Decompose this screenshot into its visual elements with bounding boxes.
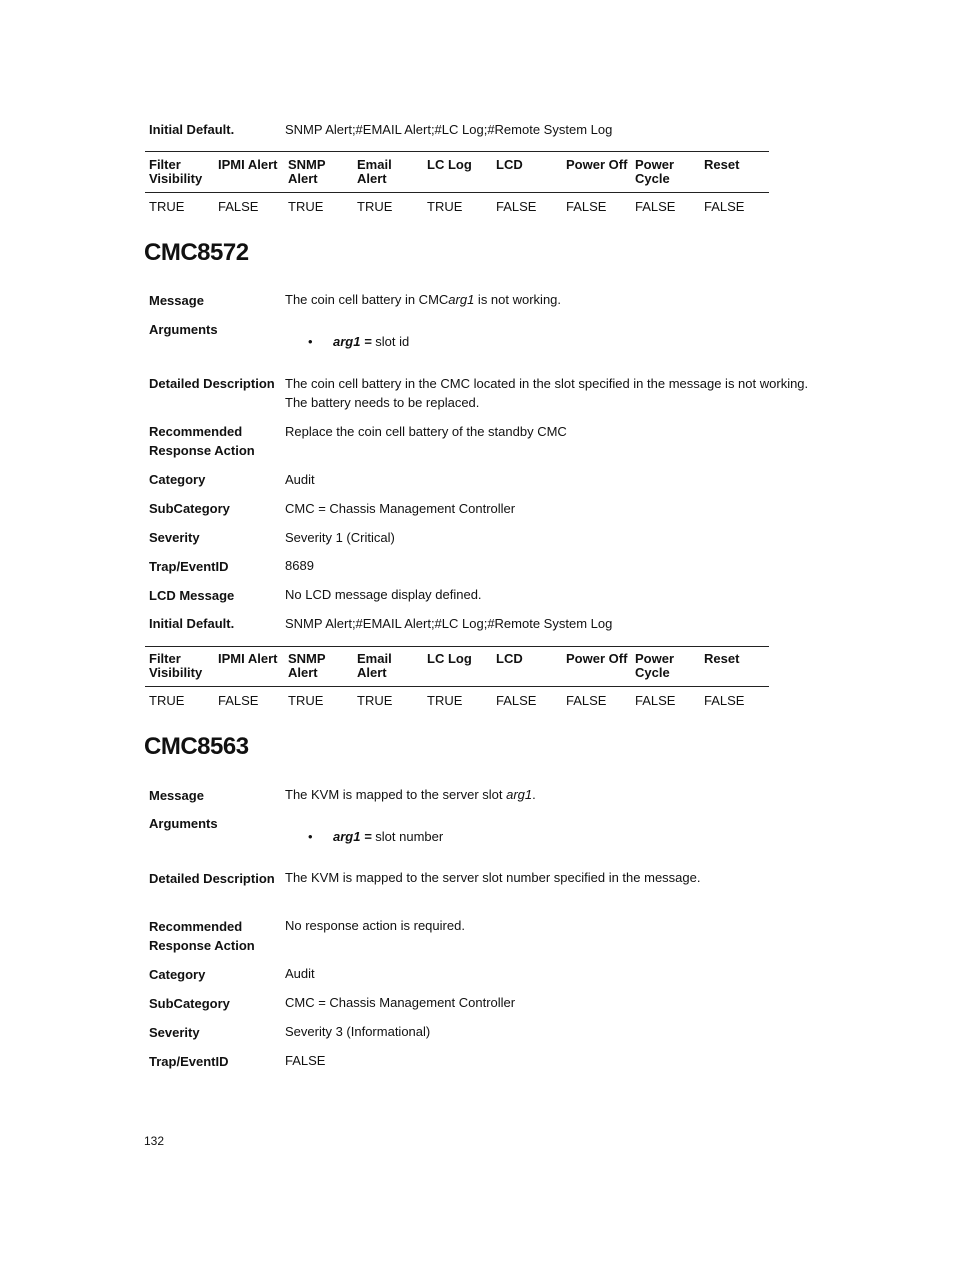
label-arguments: Arguments <box>149 816 218 831</box>
header-email-alert: Email Alert <box>357 651 392 680</box>
cell-power-off: FALSE <box>566 693 607 708</box>
label-category: Category <box>149 967 206 982</box>
severity-value: Severity 3 (Informational) <box>285 1024 431 1039</box>
section-title-cmc8572: CMC8572 <box>144 239 249 266</box>
message-arg: arg1 <box>448 292 475 307</box>
cell-lc-log: TRUE <box>427 199 463 214</box>
table-top-rule <box>145 151 769 152</box>
header-power-off: Power Off <box>566 651 628 666</box>
lcd-message-value: No LCD message display defined. <box>285 587 482 602</box>
cell-filter-visibility: TRUE <box>149 199 185 214</box>
label-recommended-action: Recommended Response Action <box>149 919 255 953</box>
label-message: Message <box>149 788 204 803</box>
trap-eventid-value: FALSE <box>285 1053 326 1068</box>
bullet-icon: • <box>308 829 313 844</box>
label-initial-default: Initial Default. <box>149 616 235 631</box>
cell-email-alert: TRUE <box>357 199 393 214</box>
header-ipmi-alert: IPMI Alert <box>218 651 278 666</box>
header-power-cycle: Power Cycle <box>635 651 675 680</box>
label-lcd-message: LCD Message <box>149 588 235 603</box>
initial-default-label: Initial Default. <box>149 122 235 137</box>
section-title-cmc8563: CMC8563 <box>144 733 249 760</box>
cell-lcd: FALSE <box>496 693 537 708</box>
initial-default-value: SNMP Alert;#EMAIL Alert;#LC Log;#Remote System Log <box>285 616 613 631</box>
label-trap-eventid: Trap/EventID <box>149 1054 229 1069</box>
header-snmp-alert: SNMP Alert <box>288 651 326 680</box>
table-top-rule <box>145 646 769 647</box>
subcategory-value: CMC = Chassis Management Controller <box>285 995 516 1010</box>
page-number: 132 <box>144 1134 165 1148</box>
detailed-description: The KVM is mapped to the server slot number specified in the message. <box>285 870 701 885</box>
cell-snmp-alert: TRUE <box>288 199 324 214</box>
cell-email-alert: TRUE <box>357 693 393 708</box>
header-email-alert: Email Alert <box>357 157 392 186</box>
severity-value: Severity 1 (Critical) <box>285 530 395 545</box>
header-lcd: LCD <box>496 651 523 666</box>
cell-power-cycle: FALSE <box>635 693 676 708</box>
label-detailed-description: Detailed Description <box>149 871 275 886</box>
cell-power-off: FALSE <box>566 199 607 214</box>
header-filter-visibility: Filter Visibility <box>149 157 203 186</box>
category-value: Audit <box>285 472 315 487</box>
header-lc-log: LC Log <box>427 157 472 172</box>
header-lc-log: LC Log <box>427 651 472 666</box>
cell-ipmi-alert: FALSE <box>218 693 259 708</box>
bullet-icon: • <box>308 334 313 349</box>
label-subcategory: SubCategory <box>149 996 230 1011</box>
trap-eventid-value: 8689 <box>285 558 314 573</box>
cell-lcd: FALSE <box>496 199 537 214</box>
message-arg: arg1 <box>506 787 533 802</box>
message-text: The coin cell battery in CMCarg1 is not working. <box>285 292 562 307</box>
header-power-cycle: Power Cycle <box>635 157 675 186</box>
argument-item: arg1 = slot id <box>333 334 410 349</box>
cell-snmp-alert: TRUE <box>288 693 324 708</box>
initial-default-value: SNMP Alert;#EMAIL Alert;#LC Log;#Remote System Log <box>285 122 613 137</box>
subcategory-value: CMC = Chassis Management Controller <box>285 501 516 516</box>
header-ipmi-alert: IPMI Alert <box>218 157 278 172</box>
cell-ipmi-alert: FALSE <box>218 199 259 214</box>
cell-power-cycle: FALSE <box>635 199 676 214</box>
label-severity: Severity <box>149 1025 200 1040</box>
label-trap-eventid: Trap/EventID <box>149 559 229 574</box>
category-value: Audit <box>285 966 315 981</box>
cell-reset: FALSE <box>704 199 745 214</box>
header-reset: Reset <box>704 157 740 172</box>
label-detailed-description: Detailed Description <box>149 376 275 391</box>
header-snmp-alert: SNMP Alert <box>288 157 326 186</box>
header-power-off: Power Off <box>566 157 628 172</box>
cell-reset: FALSE <box>704 693 745 708</box>
label-recommended-action: Recommended Response Action <box>149 424 255 458</box>
label-severity: Severity <box>149 530 200 545</box>
label-subcategory: SubCategory <box>149 501 230 516</box>
cell-lc-log: TRUE <box>427 693 463 708</box>
message-text: The KVM is mapped to the server slot arg1. <box>285 787 536 802</box>
detailed-description: The coin cell battery in the CMC located in the slot specified in the message is not working. The battery needs to be replaced. <box>285 376 809 410</box>
header-filter-visibility: Filter Visibility <box>149 651 203 680</box>
recommended-action: Replace the coin cell battery of the standby CMC <box>285 424 567 439</box>
label-message: Message <box>149 293 204 308</box>
header-lcd: LCD <box>496 157 523 172</box>
table-header-rule <box>145 686 769 687</box>
cell-filter-visibility: TRUE <box>149 693 185 708</box>
argument-item: arg1 = slot number <box>333 829 444 844</box>
table-header-rule <box>145 192 769 193</box>
header-reset: Reset <box>704 651 740 666</box>
label-category: Category <box>149 472 206 487</box>
recommended-action: No response action is required. <box>285 918 465 933</box>
label-arguments: Arguments <box>149 322 218 337</box>
